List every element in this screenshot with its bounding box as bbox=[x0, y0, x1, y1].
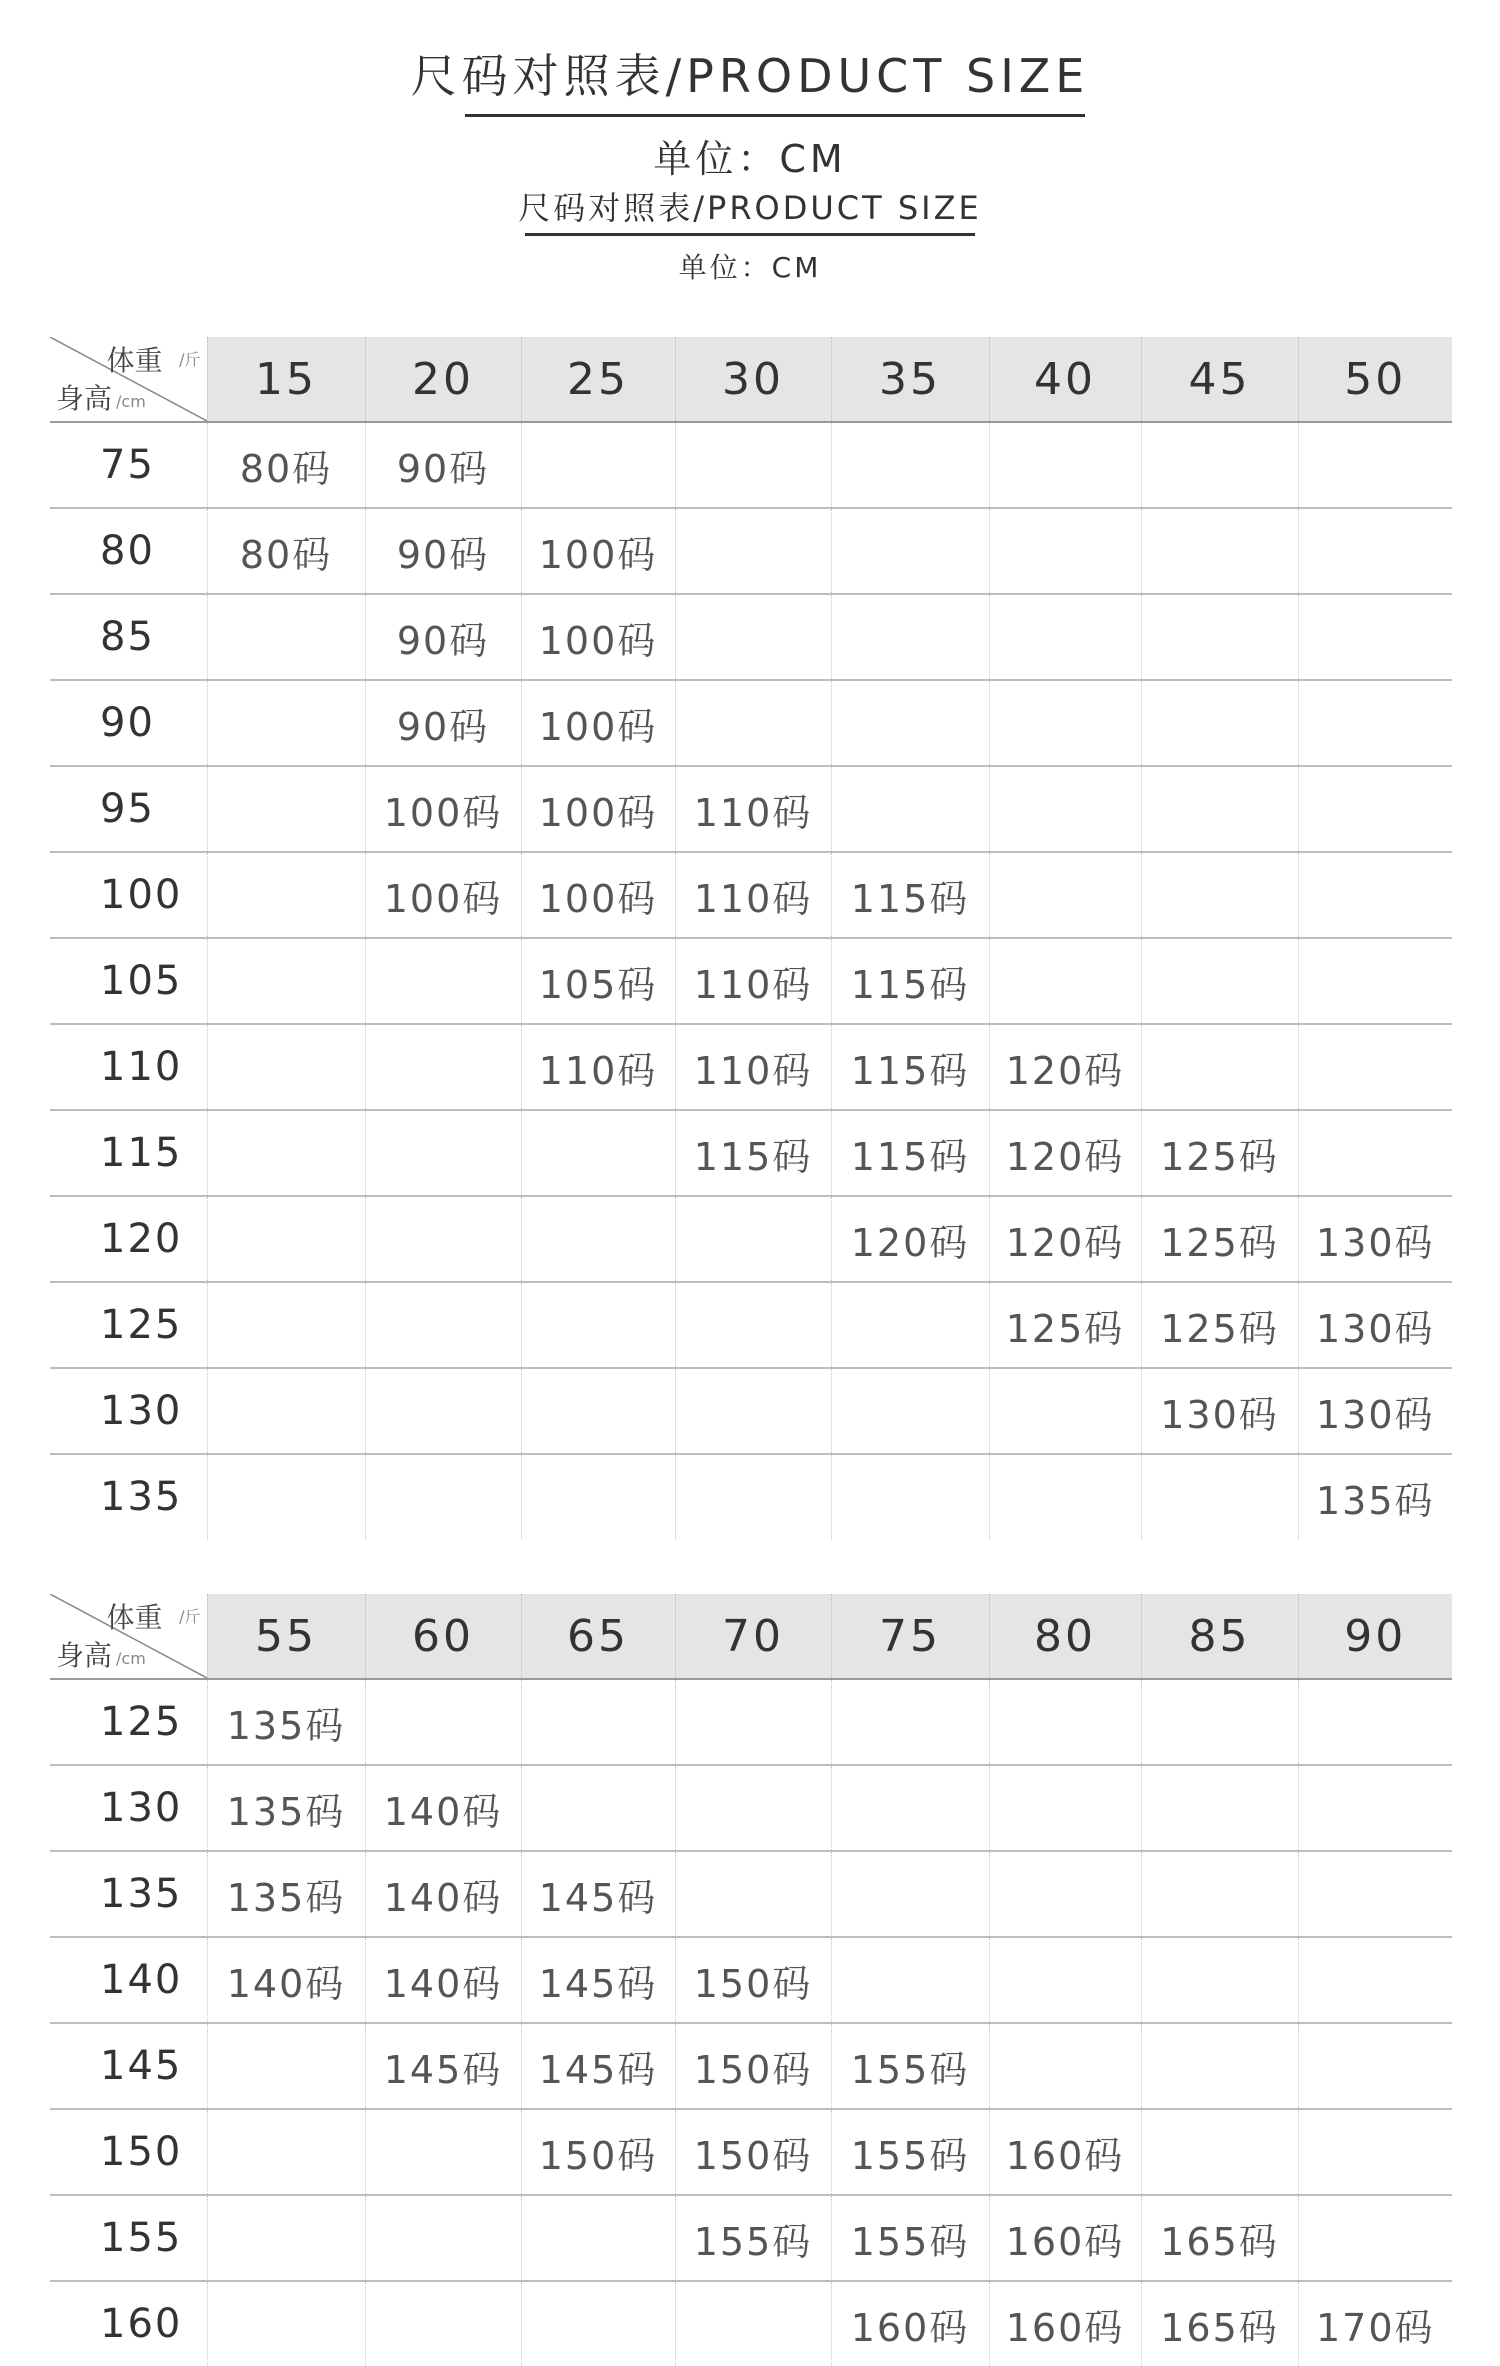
table-row bbox=[50, 2195, 1452, 2281]
size-cell bbox=[207, 1368, 365, 1454]
size-cell bbox=[207, 680, 365, 766]
size-cell: 100码 bbox=[521, 852, 675, 938]
size-cell: 150码 bbox=[675, 2023, 831, 2109]
size-cell bbox=[1141, 1024, 1298, 1110]
size-cell: 160码 bbox=[989, 2281, 1141, 2366]
size-cell bbox=[207, 1454, 365, 1539]
height-row-header: 110 bbox=[50, 1024, 207, 1110]
size-cell bbox=[1298, 680, 1452, 766]
height-row-header: 125 bbox=[50, 1679, 207, 1765]
size-cell: 160码 bbox=[831, 2281, 989, 2366]
weight-label: 体重 bbox=[106, 1601, 163, 1634]
size-cell bbox=[1298, 508, 1452, 594]
size-cell bbox=[675, 1282, 831, 1368]
size-cell bbox=[207, 766, 365, 852]
size-cell: 115码 bbox=[675, 1110, 831, 1196]
size-cell bbox=[1298, 594, 1452, 680]
height-row-header: 160 bbox=[50, 2281, 207, 2366]
size-cell bbox=[831, 766, 989, 852]
size-cell bbox=[365, 2109, 521, 2195]
size-cell bbox=[365, 2195, 521, 2281]
size-cell bbox=[989, 1937, 1141, 2023]
size-cell bbox=[831, 1937, 989, 2023]
size-cell bbox=[831, 1679, 989, 1765]
size-cell bbox=[1298, 1024, 1452, 1110]
size-cell bbox=[831, 594, 989, 680]
table-row bbox=[50, 1765, 1452, 1851]
height-row-header: 155 bbox=[50, 2195, 207, 2281]
size-cell bbox=[1298, 422, 1452, 508]
size-cell bbox=[521, 1454, 675, 1539]
size-cell bbox=[207, 2109, 365, 2195]
size-cell bbox=[1141, 508, 1298, 594]
size-cell bbox=[1298, 852, 1452, 938]
height-row-header: 80 bbox=[50, 508, 207, 594]
size-cell bbox=[989, 852, 1141, 938]
weight-column-header: 40 bbox=[989, 337, 1141, 422]
size-cell bbox=[207, 1282, 365, 1368]
size-cell bbox=[207, 1196, 365, 1282]
size-cell bbox=[989, 1679, 1141, 1765]
table-row bbox=[50, 766, 1452, 852]
size-cell: 110码 bbox=[675, 1024, 831, 1110]
weight-column-header: 25 bbox=[521, 337, 675, 422]
size-cell: 130码 bbox=[1298, 1282, 1452, 1368]
size-cell: 135码 bbox=[1298, 1454, 1452, 1539]
size-cell bbox=[207, 594, 365, 680]
table-row bbox=[50, 938, 1452, 1024]
size-cell: 170码 bbox=[1298, 2281, 1452, 2366]
size-cell: 140码 bbox=[207, 1937, 365, 2023]
size-cell bbox=[521, 2195, 675, 2281]
size-cell bbox=[831, 508, 989, 594]
title-small-underline bbox=[525, 233, 975, 236]
size-cell bbox=[989, 1851, 1141, 1937]
table-corner-cell bbox=[50, 1594, 207, 1679]
size-cell bbox=[989, 1765, 1141, 1851]
unit-label-small: 单位：CM bbox=[678, 251, 822, 284]
height-row-header: 75 bbox=[50, 422, 207, 508]
weight-unit: /斤 bbox=[179, 1607, 201, 1626]
table-row bbox=[50, 680, 1452, 766]
size-cell bbox=[207, 938, 365, 1024]
size-cell bbox=[831, 1454, 989, 1539]
size-cell bbox=[207, 2195, 365, 2281]
table-row bbox=[50, 508, 1452, 594]
size-cell: 130码 bbox=[1141, 1368, 1298, 1454]
weight-column-header: 20 bbox=[365, 337, 521, 422]
table-row bbox=[50, 2281, 1452, 2366]
weight-column-header: 60 bbox=[365, 1594, 521, 1679]
size-cell bbox=[521, 1282, 675, 1368]
size-cell bbox=[521, 1679, 675, 1765]
size-cell bbox=[989, 938, 1141, 1024]
height-row-header: 90 bbox=[50, 680, 207, 766]
size-cell bbox=[521, 422, 675, 508]
table-row bbox=[50, 1196, 1452, 1282]
height-row-header: 130 bbox=[50, 1368, 207, 1454]
table-row bbox=[50, 1110, 1452, 1196]
table-corner-cell bbox=[50, 337, 207, 422]
size-cell: 120码 bbox=[831, 1196, 989, 1282]
size-cell: 135码 bbox=[207, 1679, 365, 1765]
size-cell bbox=[1141, 1765, 1298, 1851]
size-cell bbox=[207, 2281, 365, 2366]
weight-column-header: 15 bbox=[207, 337, 365, 422]
size-cell bbox=[831, 680, 989, 766]
size-cell: 155码 bbox=[831, 2023, 989, 2109]
size-cell bbox=[1141, 1454, 1298, 1539]
size-cell bbox=[521, 2281, 675, 2366]
size-cell bbox=[1141, 938, 1298, 1024]
table-row bbox=[50, 594, 1452, 680]
size-cell: 115码 bbox=[831, 1110, 989, 1196]
size-cell bbox=[831, 1765, 989, 1851]
height-unit: /cm bbox=[116, 392, 146, 411]
size-cell bbox=[675, 1765, 831, 1851]
size-cell: 105码 bbox=[521, 938, 675, 1024]
size-cell bbox=[675, 594, 831, 680]
size-cell: 140码 bbox=[365, 1937, 521, 2023]
size-cell bbox=[365, 1110, 521, 1196]
size-cell bbox=[1141, 2109, 1298, 2195]
size-cell: 145码 bbox=[365, 2023, 521, 2109]
size-cell bbox=[365, 1024, 521, 1110]
size-cell: 155码 bbox=[831, 2195, 989, 2281]
size-cell bbox=[1141, 1851, 1298, 1937]
table-row bbox=[50, 1454, 1452, 1539]
weight-column-header: 35 bbox=[831, 337, 989, 422]
size-cell bbox=[675, 1368, 831, 1454]
size-cell bbox=[365, 938, 521, 1024]
size-cell: 110码 bbox=[521, 1024, 675, 1110]
size-cell bbox=[675, 1196, 831, 1282]
height-row-header: 135 bbox=[50, 1851, 207, 1937]
size-cell: 145码 bbox=[521, 1937, 675, 2023]
size-cell bbox=[989, 1368, 1141, 1454]
size-cell bbox=[365, 1368, 521, 1454]
size-cell: 160码 bbox=[989, 2109, 1141, 2195]
size-cell bbox=[1141, 2023, 1298, 2109]
size-cell bbox=[1298, 1679, 1452, 1765]
size-cell: 110码 bbox=[675, 938, 831, 1024]
size-cell: 90码 bbox=[365, 508, 521, 594]
page-title: 尺码对照表/PRODUCT SIZE bbox=[410, 49, 1090, 103]
size-cell: 90码 bbox=[365, 594, 521, 680]
height-row-header: 85 bbox=[50, 594, 207, 680]
height-label: 身高 bbox=[56, 1639, 113, 1672]
table-row bbox=[50, 1368, 1452, 1454]
height-row-header: 130 bbox=[50, 1765, 207, 1851]
size-table-1 bbox=[50, 337, 1452, 1539]
size-cell bbox=[365, 1196, 521, 1282]
weight-column-header: 90 bbox=[1298, 1594, 1452, 1679]
size-cell: 135码 bbox=[207, 1851, 365, 1937]
size-cell: 115码 bbox=[831, 1024, 989, 1110]
size-cell: 155码 bbox=[675, 2195, 831, 2281]
size-cell: 155码 bbox=[831, 2109, 989, 2195]
size-cell bbox=[675, 1454, 831, 1539]
size-cell: 80码 bbox=[207, 422, 365, 508]
size-cell bbox=[675, 508, 831, 594]
size-cell: 120码 bbox=[989, 1110, 1141, 1196]
size-cell: 150码 bbox=[675, 1937, 831, 2023]
size-cell: 150码 bbox=[521, 2109, 675, 2195]
table-body bbox=[50, 422, 1452, 1539]
size-cell bbox=[1298, 1851, 1452, 1937]
weight-column-header: 85 bbox=[1141, 1594, 1298, 1679]
size-cell bbox=[989, 422, 1141, 508]
size-cell bbox=[989, 2023, 1141, 2109]
size-cell bbox=[521, 1110, 675, 1196]
size-cell: 110码 bbox=[675, 766, 831, 852]
size-cell: 125码 bbox=[989, 1282, 1141, 1368]
size-cell bbox=[675, 1679, 831, 1765]
size-cell bbox=[675, 680, 831, 766]
size-cell: 90码 bbox=[365, 680, 521, 766]
weight-column-header: 75 bbox=[831, 1594, 989, 1679]
size-cell: 100码 bbox=[521, 508, 675, 594]
size-cell bbox=[1141, 766, 1298, 852]
weight-column-header: 70 bbox=[675, 1594, 831, 1679]
weight-column-header: 50 bbox=[1298, 337, 1452, 422]
size-cell bbox=[365, 1282, 521, 1368]
size-cell: 125码 bbox=[1141, 1110, 1298, 1196]
size-cell bbox=[1298, 2109, 1452, 2195]
height-row-header: 150 bbox=[50, 2109, 207, 2195]
size-cell bbox=[1141, 1937, 1298, 2023]
weight-column-header: 30 bbox=[675, 337, 831, 422]
weight-label: 体重 bbox=[106, 344, 163, 377]
size-cell: 100码 bbox=[521, 594, 675, 680]
size-cell: 145码 bbox=[521, 1851, 675, 1937]
size-cell bbox=[521, 1765, 675, 1851]
size-cell bbox=[989, 766, 1141, 852]
size-cell: 100码 bbox=[521, 766, 675, 852]
size-cell bbox=[831, 422, 989, 508]
size-cell bbox=[1298, 1110, 1452, 1196]
size-cell bbox=[1141, 422, 1298, 508]
height-row-header: 95 bbox=[50, 766, 207, 852]
size-cell: 135码 bbox=[207, 1765, 365, 1851]
table-header-row bbox=[50, 1594, 1452, 1679]
size-cell bbox=[831, 1851, 989, 1937]
page-title-small: 尺码对照表/PRODUCT SIZE bbox=[518, 189, 982, 227]
size-cell: 100码 bbox=[365, 766, 521, 852]
size-cell bbox=[1298, 1765, 1452, 1851]
height-row-header: 140 bbox=[50, 1937, 207, 2023]
table-row bbox=[50, 1024, 1452, 1110]
height-row-header: 125 bbox=[50, 1282, 207, 1368]
table-header-row bbox=[50, 337, 1452, 422]
size-cell: 145码 bbox=[521, 2023, 675, 2109]
weight-column-header: 55 bbox=[207, 1594, 365, 1679]
table-row bbox=[50, 2109, 1452, 2195]
size-cell bbox=[207, 1024, 365, 1110]
weight-column-header: 65 bbox=[521, 1594, 675, 1679]
size-cell: 125码 bbox=[1141, 1196, 1298, 1282]
title-underline bbox=[465, 114, 1085, 117]
height-row-header: 120 bbox=[50, 1196, 207, 1282]
size-cell bbox=[831, 1368, 989, 1454]
size-cell bbox=[521, 1368, 675, 1454]
size-cell bbox=[1141, 852, 1298, 938]
size-cell bbox=[1298, 1937, 1452, 2023]
size-cell bbox=[365, 1454, 521, 1539]
size-cell: 100码 bbox=[365, 852, 521, 938]
size-cell: 115码 bbox=[831, 938, 989, 1024]
size-cell bbox=[365, 2281, 521, 2366]
size-cell bbox=[1298, 2023, 1452, 2109]
size-cell: 130码 bbox=[1298, 1196, 1452, 1282]
size-cell bbox=[989, 594, 1141, 680]
size-cell bbox=[207, 852, 365, 938]
table-row bbox=[50, 1679, 1452, 1765]
size-cell bbox=[365, 1679, 521, 1765]
size-cell: 160码 bbox=[989, 2195, 1141, 2281]
weight-column-header: 45 bbox=[1141, 337, 1298, 422]
height-row-header: 135 bbox=[50, 1454, 207, 1539]
size-cell bbox=[1141, 594, 1298, 680]
size-cell bbox=[989, 680, 1141, 766]
table-body bbox=[50, 1679, 1452, 2366]
weight-column-header: 80 bbox=[989, 1594, 1141, 1679]
table-row bbox=[50, 1282, 1452, 1368]
unit-label: 单位：CM bbox=[653, 137, 847, 181]
size-cell bbox=[989, 1454, 1141, 1539]
height-row-header: 145 bbox=[50, 2023, 207, 2109]
height-unit: /cm bbox=[116, 1649, 146, 1668]
height-row-header: 100 bbox=[50, 852, 207, 938]
size-cell bbox=[1298, 2195, 1452, 2281]
size-cell: 165码 bbox=[1141, 2281, 1298, 2366]
size-table-2 bbox=[50, 1594, 1452, 2366]
table-row bbox=[50, 1937, 1452, 2023]
size-cell bbox=[675, 1851, 831, 1937]
weight-unit: /斤 bbox=[179, 350, 201, 369]
height-row-header: 105 bbox=[50, 938, 207, 1024]
size-cell: 100码 bbox=[521, 680, 675, 766]
height-label: 身高 bbox=[56, 382, 113, 415]
size-cell bbox=[1141, 1679, 1298, 1765]
table-row bbox=[50, 422, 1452, 508]
size-cell bbox=[1298, 766, 1452, 852]
table-row bbox=[50, 2023, 1452, 2109]
size-cell: 80码 bbox=[207, 508, 365, 594]
size-cell: 120码 bbox=[989, 1024, 1141, 1110]
size-cell bbox=[1298, 938, 1452, 1024]
size-cell bbox=[675, 422, 831, 508]
size-cell bbox=[831, 1282, 989, 1368]
size-cell: 140码 bbox=[365, 1851, 521, 1937]
size-cell bbox=[675, 2281, 831, 2366]
size-cell bbox=[1141, 680, 1298, 766]
size-cell: 120码 bbox=[989, 1196, 1141, 1282]
size-cell bbox=[989, 508, 1141, 594]
size-cell bbox=[521, 1196, 675, 1282]
size-cell: 130码 bbox=[1298, 1368, 1452, 1454]
size-cell bbox=[207, 2023, 365, 2109]
size-cell: 125码 bbox=[1141, 1282, 1298, 1368]
size-cell: 150码 bbox=[675, 2109, 831, 2195]
height-row-header: 115 bbox=[50, 1110, 207, 1196]
size-cell: 115码 bbox=[831, 852, 989, 938]
table-row bbox=[50, 852, 1452, 938]
size-cell: 140码 bbox=[365, 1765, 521, 1851]
table-row bbox=[50, 1851, 1452, 1937]
size-cell bbox=[207, 1110, 365, 1196]
size-cell: 165码 bbox=[1141, 2195, 1298, 2281]
size-cell: 110码 bbox=[675, 852, 831, 938]
size-cell: 90码 bbox=[365, 422, 521, 508]
